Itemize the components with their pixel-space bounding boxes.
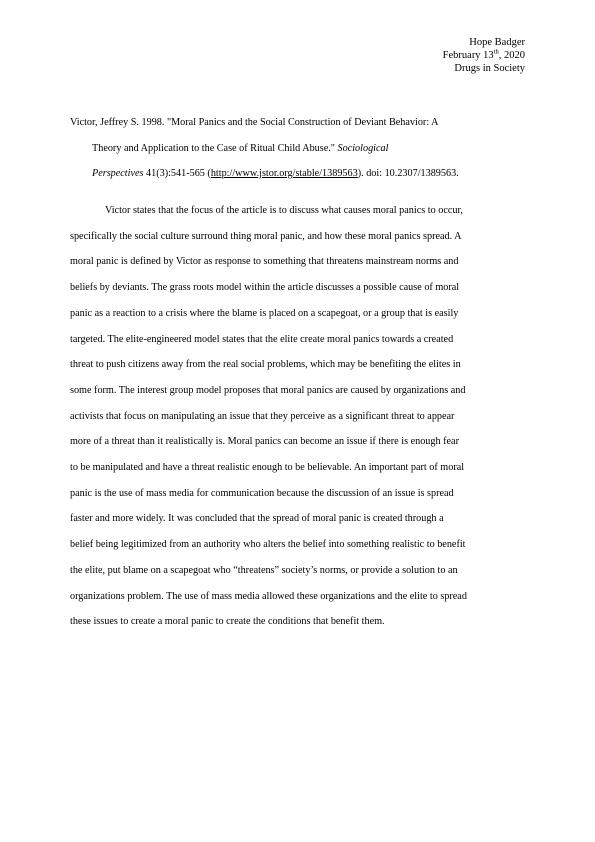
paragraph-line: panic as a reaction to a crisis where the blame is placed on a scapegoat, or a group that is easily [70, 307, 459, 319]
paragraph-line: belief being legitimized from an authority who alters the belief into something realistic to benefit [70, 539, 466, 551]
paragraph-line: specifically the social culture surround thing moral panic, and how these moral panics spread. A [70, 230, 462, 242]
citation-article-title: Theory and Application to the Case of Ritual Child Abuse." [92, 142, 338, 154]
citation-line-1: Victor, Jeffrey S. 1998. "Moral Panics and the Social Construction of Deviant Behavior: A [70, 117, 439, 128]
paragraph-line: these issues to create a moral panic to create the conditions that benefit them. [70, 616, 385, 628]
citation-volume: 41(3):541-565 ( [143, 168, 211, 179]
paragraph-line: moral panic is defined by Victor as response to something that threatens mainstream norms and [70, 256, 459, 268]
course-name: Drugs in Society [454, 63, 525, 74]
paragraph-line: some form. The interest group model proposes that moral panics are caused by organizations and [70, 384, 466, 396]
citation-journal: Sociological [337, 142, 389, 154]
paragraph-line: to be manipulated and have a threat realistic enough to be believable. An important part of moral [70, 462, 465, 474]
citation [70, 110, 530, 187]
date-line [443, 49, 525, 62]
paragraph-line: organizations problem. The use of mass media allowed these organizations and the elite to spread [70, 590, 467, 602]
author-name: Hope Badger [469, 37, 525, 48]
page-header [443, 36, 525, 75]
citation-link[interactable]: http://www.jstor.org/stable/1389563 [210, 168, 358, 179]
citation-line-3 [70, 161, 530, 187]
paragraph-line: the elite, put blame on a scapegoat who “threatens” society’s norms, or provide a solution to an [70, 564, 458, 576]
date-suffix: th [493, 48, 499, 56]
date-year: , 2020 [498, 50, 525, 61]
paragraph-line: threat to push citizens away from the real social problems, which may be benefiting the elites in [70, 359, 461, 371]
citation-doi: ). doi: 10.2307/1389563. [357, 168, 459, 179]
citation-journal-cont: Perspectives [92, 168, 144, 179]
date-month-day: February 13 [442, 50, 494, 61]
paragraph-line: Victor states that the focus of the article is to discuss what causes moral panics to occur, [105, 205, 463, 216]
paragraph-line: beliefs by deviants. The grass roots model within the article discusses a possible cause of moral [70, 282, 460, 294]
summary-paragraph [70, 198, 530, 635]
paragraph-line: panic is the use of mass media for communication because the discussion of an issue is spread [70, 487, 454, 499]
paragraph-line: faster and more widely. It was concluded that the spread of moral panic is created through a [70, 513, 444, 525]
paragraph-line: targeted. The elite-engineered model states that the elite create moral panics towards a created [70, 333, 454, 345]
paragraph-line: activists that focus on manipulating an issue that they perceive as a significant threat to appear [70, 410, 455, 422]
paragraph-line: more of a threat than it realistically is. Moral panics can become an issue if there is enough fear [70, 436, 459, 448]
citation-line-2 [70, 136, 530, 162]
